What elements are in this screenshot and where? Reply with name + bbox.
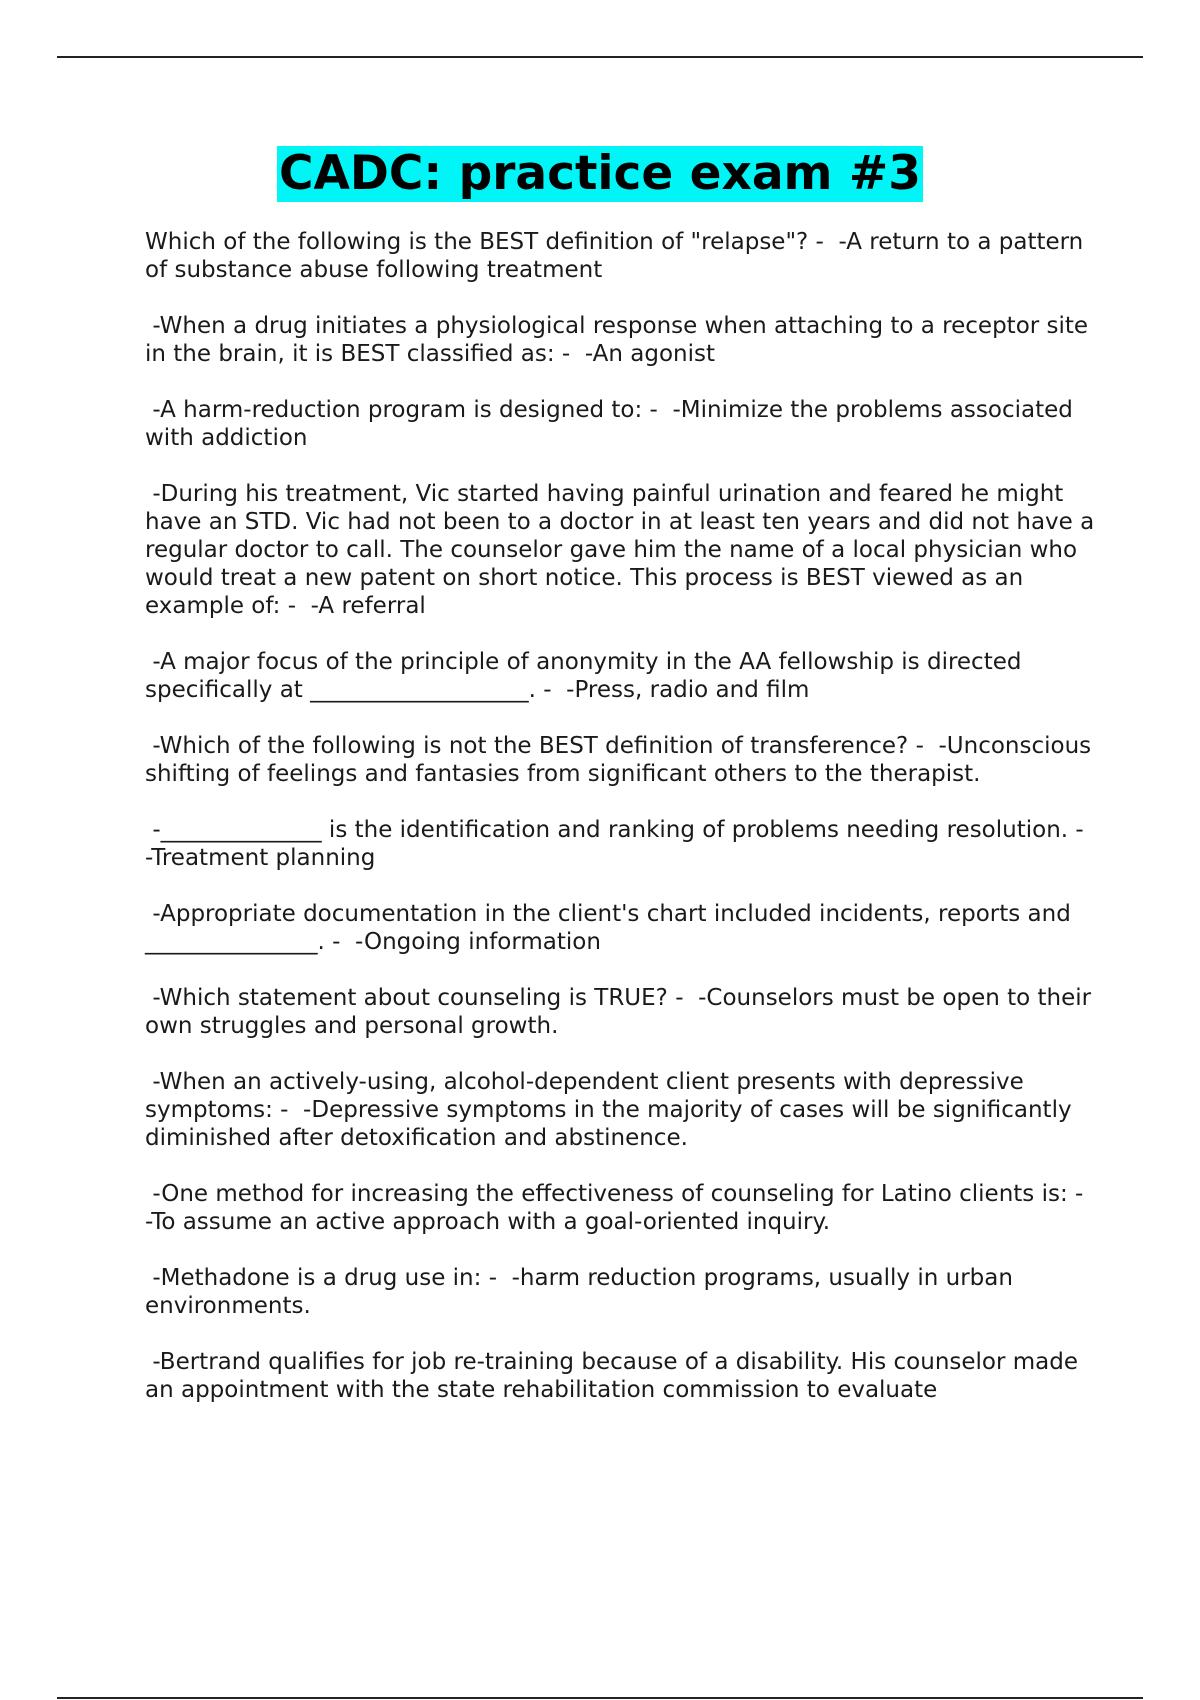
- top-rule: [57, 56, 1143, 58]
- bottom-rule: [57, 1697, 1143, 1699]
- qa-item: -A major focus of the principle of anonymity in the AA fellowship is directed specifically at ___________________. - -Press, radio and film: [145, 649, 1029, 703]
- qa-item: -During his treatment, Vic started having painful urination and feared he might have an STD. Vic had not been to a doctor in at least ten years and did not have a regular doctor to call. The counselor gave him the name of a local physician who would treat a new patent on short notice. This process is BEST viewed as an example of: - -A referral: [145, 481, 1102, 619]
- qa-item: -Methadone is a drug use in: - -harm reduction programs, usually in urban environments.: [145, 1265, 1021, 1319]
- qa-item: -Appropriate documentation in the client's chart included incidents, reports and _______________. - -Ongoing information: [145, 901, 1079, 955]
- qa-item: -______________ is the identification and ranking of problems needing resolution. - -Treatment planning: [145, 817, 1099, 871]
- qa-list: [145, 228, 1102, 1432]
- qa-item: -Which of the following is not the BEST definition of transference? - -Unconscious shifting of feelings and fantasies from significant others to the therapist.: [145, 733, 1099, 787]
- title-container: [0, 146, 1200, 202]
- qa-item: -One method for increasing the effectiveness of counseling for Latino clients is: - -To assume an active approach with a goal-oriented inquiry.: [145, 1181, 1098, 1235]
- qa-item: -When an actively-using, alcohol-dependent client presents with depressive symptoms: - -Depressive symptoms in the majority of cases will be significantly diminished after detoxification and abstinence.: [145, 1069, 1079, 1151]
- qa-item: -A harm-reduction program is designed to: - -Minimize the problems associated with addiction: [145, 397, 1081, 451]
- qa-item: -Which statement about counseling is TRUE? - -Counselors must be open to their own struggles and personal growth.: [145, 985, 1099, 1039]
- qa-item: -When a drug initiates a physiological response when attaching to a receptor site in the brain, it is BEST classified as: - -An agonist: [145, 313, 1096, 367]
- qa-item: Which of the following is the BEST definition of "relapse"? - -A return to a pattern of substance abuse following treatment: [145, 229, 1091, 283]
- qa-item: -Bertrand qualifies for job re-training because of a disability. His counselor made an appointment with the state rehabilitation commission to evaluate: [145, 1349, 1086, 1403]
- page-title: CADC: practice exam #3: [279, 146, 921, 201]
